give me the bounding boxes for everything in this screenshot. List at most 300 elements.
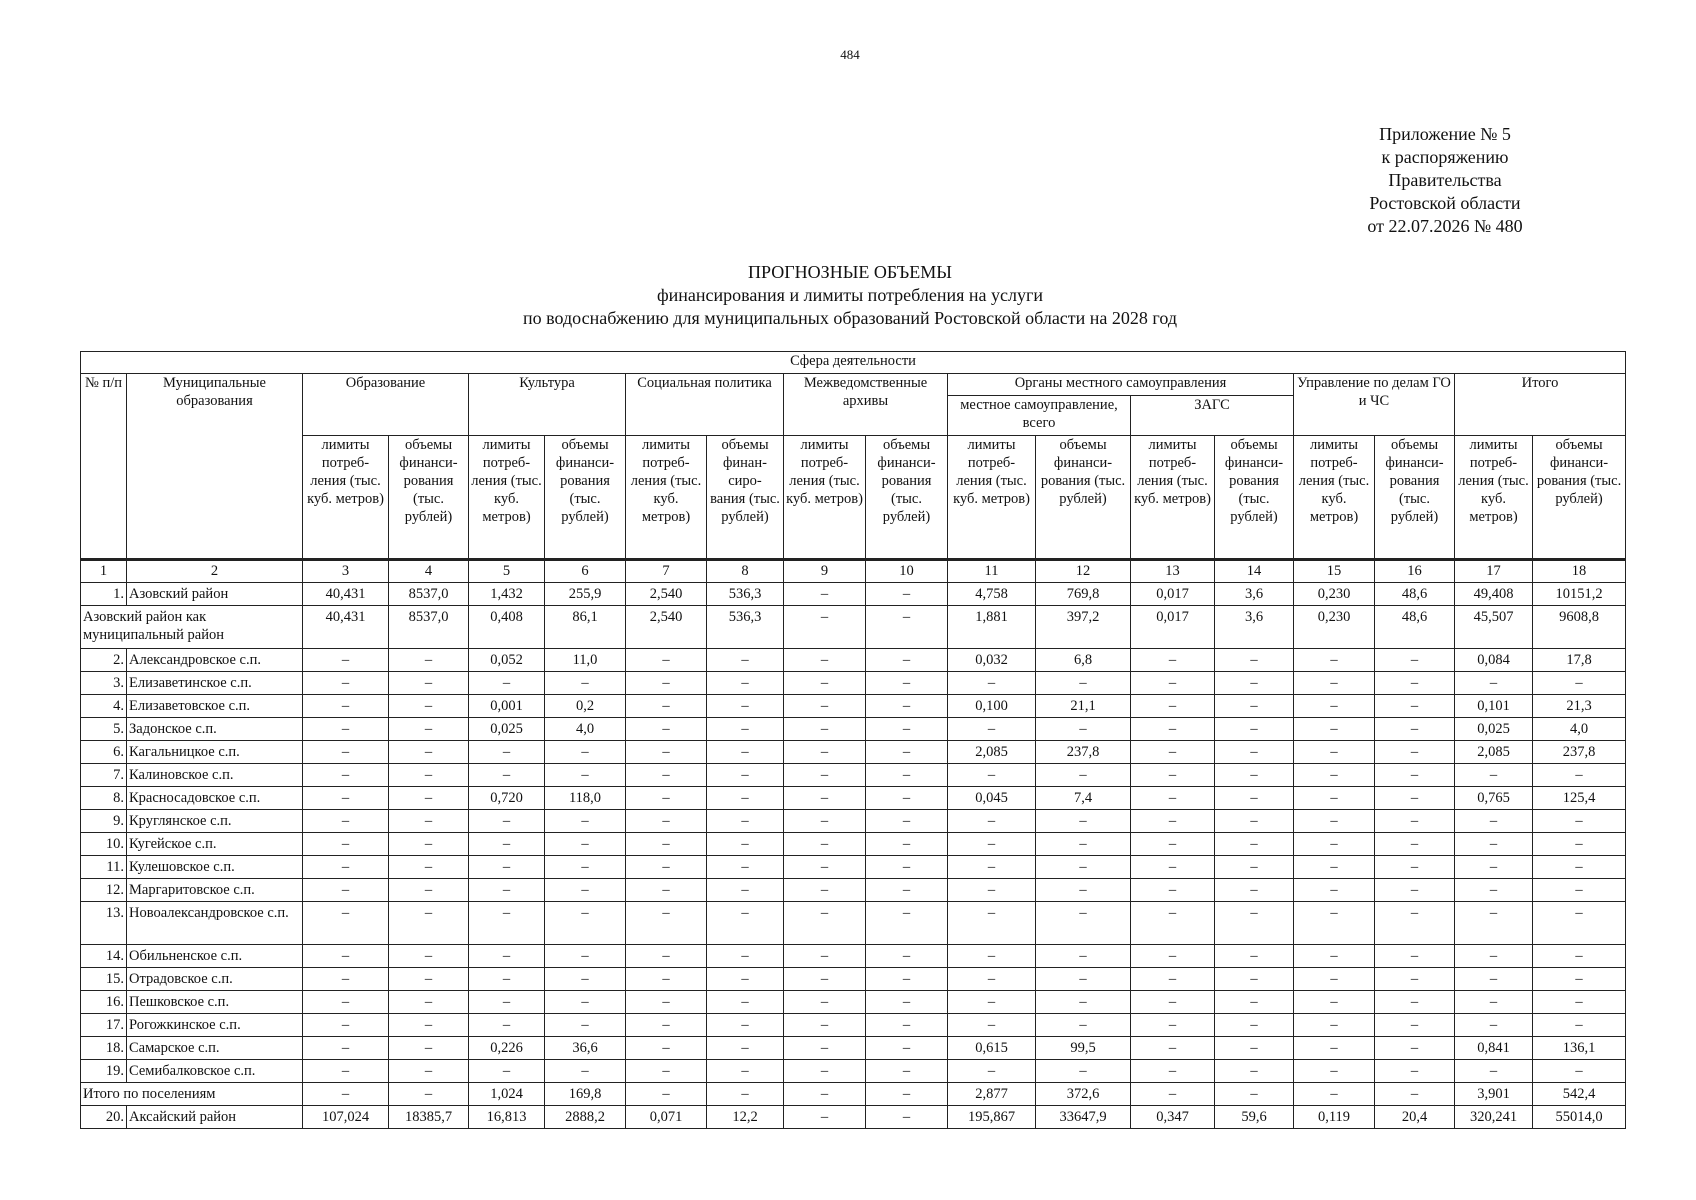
municipality-name: Красносадовское с.п. bbox=[127, 787, 303, 810]
value-cell: – bbox=[389, 787, 469, 810]
value-cell: – bbox=[1131, 856, 1215, 879]
value-cell: – bbox=[866, 879, 948, 902]
row-number: 19. bbox=[81, 1060, 127, 1083]
value-cell: – bbox=[1533, 672, 1626, 695]
value-cell: – bbox=[1533, 991, 1626, 1014]
value-cell: – bbox=[389, 649, 469, 672]
value-cell: – bbox=[1375, 968, 1455, 991]
value-cell: – bbox=[1533, 879, 1626, 902]
value-cell: – bbox=[948, 764, 1036, 787]
title-line-3: по водоснабжению для муниципальных образований Ростовской области на 2028 год bbox=[522, 308, 1177, 328]
value-cell: – bbox=[1294, 991, 1375, 1014]
subheader-funding: объемы финанси- рования (тыс. рублей) bbox=[1533, 436, 1626, 560]
value-cell: – bbox=[1375, 718, 1455, 741]
value-cell: 40,431 bbox=[303, 606, 389, 649]
value-cell: – bbox=[707, 1060, 784, 1083]
value-cell: 397,2 bbox=[1036, 606, 1131, 649]
page-number: 484 bbox=[840, 47, 860, 62]
value-cell: 536,3 bbox=[707, 583, 784, 606]
row-number: 9. bbox=[81, 810, 127, 833]
value-cell: – bbox=[707, 1037, 784, 1060]
value-cell: – bbox=[303, 672, 389, 695]
value-cell: – bbox=[1215, 1083, 1294, 1106]
water-supply-table bbox=[80, 351, 1626, 1129]
subheader-limits: лимиты потреб- ления (тыс. куб. метров) bbox=[948, 436, 1036, 560]
value-cell: – bbox=[1455, 810, 1533, 833]
subheader-funding: объемы финанси- рования (тыс. рублей) bbox=[545, 436, 626, 560]
municipality-name: Кулешовское с.п. bbox=[127, 856, 303, 879]
value-cell: – bbox=[389, 902, 469, 945]
subheader-limits: лимиты потреб- ления (тыс. куб. метров) bbox=[1455, 436, 1533, 560]
header-archives: Межведомственные архивы bbox=[784, 374, 948, 436]
value-cell: – bbox=[303, 787, 389, 810]
value-cell: 0,017 bbox=[1131, 606, 1215, 649]
value-cell: – bbox=[866, 787, 948, 810]
value-cell: 2,540 bbox=[626, 606, 707, 649]
value-cell: – bbox=[469, 879, 545, 902]
column-number: 3 bbox=[303, 560, 389, 583]
value-cell: – bbox=[1036, 1060, 1131, 1083]
value-cell: – bbox=[1375, 833, 1455, 856]
value-cell: – bbox=[1036, 991, 1131, 1014]
value-cell: – bbox=[948, 879, 1036, 902]
subheader-limits: лимиты потреб- ления (тыс. куб. метров) bbox=[469, 436, 545, 560]
value-cell: – bbox=[784, 879, 866, 902]
value-cell: 45,507 bbox=[1455, 606, 1533, 649]
value-cell: 320,241 bbox=[1455, 1106, 1533, 1129]
value-cell: – bbox=[545, 1060, 626, 1083]
value-cell: – bbox=[389, 695, 469, 718]
row-number: 5. bbox=[81, 718, 127, 741]
table-row bbox=[81, 902, 1626, 945]
appendix-block bbox=[1340, 123, 1550, 238]
value-cell: 0,408 bbox=[469, 606, 545, 649]
value-cell: – bbox=[866, 1060, 948, 1083]
column-number: 16 bbox=[1375, 560, 1455, 583]
value-cell: – bbox=[303, 856, 389, 879]
value-cell: – bbox=[1131, 649, 1215, 672]
value-cell: 0,025 bbox=[469, 718, 545, 741]
value-cell: – bbox=[1294, 787, 1375, 810]
title-line-2: финансирования и лимиты потребления на услуги bbox=[656, 285, 1043, 305]
value-cell: – bbox=[1294, 649, 1375, 672]
value-cell: – bbox=[626, 1060, 707, 1083]
value-cell: – bbox=[948, 1060, 1036, 1083]
column-number: 4 bbox=[389, 560, 469, 583]
value-cell: – bbox=[1533, 945, 1626, 968]
column-number: 8 bbox=[707, 560, 784, 583]
value-cell: – bbox=[1131, 1060, 1215, 1083]
value-cell: 18385,7 bbox=[389, 1106, 469, 1129]
value-cell: 542,4 bbox=[1533, 1083, 1626, 1106]
value-cell: – bbox=[1215, 879, 1294, 902]
value-cell: – bbox=[626, 968, 707, 991]
value-cell: – bbox=[389, 718, 469, 741]
value-cell: – bbox=[1294, 718, 1375, 741]
value-cell: – bbox=[389, 945, 469, 968]
value-cell: – bbox=[784, 856, 866, 879]
table-body bbox=[81, 583, 1626, 1129]
value-cell: – bbox=[389, 856, 469, 879]
value-cell: – bbox=[1131, 902, 1215, 945]
subheader-funding: объемы финанси- рования (тыс. рублей) bbox=[866, 436, 948, 560]
value-cell: – bbox=[626, 695, 707, 718]
value-cell: – bbox=[1533, 968, 1626, 991]
value-cell: – bbox=[707, 902, 784, 945]
column-number: 5 bbox=[469, 560, 545, 583]
table-row bbox=[81, 879, 1626, 902]
value-cell: 59,6 bbox=[1215, 1106, 1294, 1129]
value-cell: – bbox=[545, 672, 626, 695]
value-cell: 0,025 bbox=[1455, 718, 1533, 741]
value-cell: – bbox=[469, 902, 545, 945]
value-cell: – bbox=[1455, 1060, 1533, 1083]
column-number: 6 bbox=[545, 560, 626, 583]
value-cell: – bbox=[626, 741, 707, 764]
subheader-limits: лимиты потреб- ления (тыс. куб. метров) bbox=[1294, 436, 1375, 560]
value-cell: 1,432 bbox=[469, 583, 545, 606]
value-cell: – bbox=[1131, 1037, 1215, 1060]
value-cell: – bbox=[948, 1014, 1036, 1037]
value-cell: – bbox=[1215, 764, 1294, 787]
row-number: 17. bbox=[81, 1014, 127, 1037]
value-cell: – bbox=[784, 764, 866, 787]
value-cell: – bbox=[1215, 902, 1294, 945]
subheader-limits: лимиты потреб- ления (тыс. куб. метров) bbox=[303, 436, 389, 560]
value-cell: – bbox=[1036, 945, 1131, 968]
value-cell: 21,1 bbox=[1036, 695, 1131, 718]
value-cell: 0,615 bbox=[948, 1037, 1036, 1060]
value-cell: – bbox=[303, 1060, 389, 1083]
value-cell: – bbox=[1294, 856, 1375, 879]
value-cell: – bbox=[469, 810, 545, 833]
value-cell: – bbox=[1533, 833, 1626, 856]
table-row bbox=[81, 991, 1626, 1014]
value-cell: – bbox=[389, 810, 469, 833]
value-cell: – bbox=[626, 991, 707, 1014]
value-cell: – bbox=[626, 856, 707, 879]
value-cell: – bbox=[1215, 695, 1294, 718]
value-cell: – bbox=[469, 833, 545, 856]
value-cell: – bbox=[1455, 856, 1533, 879]
value-cell: – bbox=[1036, 1014, 1131, 1037]
table-row bbox=[81, 764, 1626, 787]
value-cell: – bbox=[784, 649, 866, 672]
value-cell: – bbox=[545, 968, 626, 991]
value-cell: – bbox=[1294, 1037, 1375, 1060]
municipality-name: Обильненское с.п. bbox=[127, 945, 303, 968]
value-cell: – bbox=[784, 833, 866, 856]
value-cell: – bbox=[303, 649, 389, 672]
value-cell: – bbox=[1294, 695, 1375, 718]
value-cell: – bbox=[866, 991, 948, 1014]
value-cell: 17,8 bbox=[1533, 649, 1626, 672]
value-cell: – bbox=[303, 810, 389, 833]
value-cell: – bbox=[303, 1014, 389, 1037]
value-cell: – bbox=[784, 968, 866, 991]
value-cell: – bbox=[1131, 833, 1215, 856]
municipality-name: Пешковское с.п. bbox=[127, 991, 303, 1014]
value-cell: – bbox=[784, 695, 866, 718]
municipality-name: Калиновское с.п. bbox=[127, 764, 303, 787]
value-cell: – bbox=[1455, 833, 1533, 856]
value-cell: – bbox=[303, 695, 389, 718]
value-cell: – bbox=[866, 1083, 948, 1106]
value-cell: 2,085 bbox=[1455, 741, 1533, 764]
value-cell: – bbox=[1294, 764, 1375, 787]
value-cell: – bbox=[948, 945, 1036, 968]
value-cell: – bbox=[1131, 741, 1215, 764]
municipality-name: Кугейское с.п. bbox=[127, 833, 303, 856]
value-cell: – bbox=[1294, 902, 1375, 945]
table-row bbox=[81, 833, 1626, 856]
value-cell: – bbox=[1215, 833, 1294, 856]
value-cell: – bbox=[784, 945, 866, 968]
value-cell: – bbox=[545, 991, 626, 1014]
value-cell: 0,100 bbox=[948, 695, 1036, 718]
value-cell: – bbox=[1375, 764, 1455, 787]
value-cell: – bbox=[545, 1014, 626, 1037]
header-total: Итого bbox=[1455, 374, 1626, 436]
value-cell: – bbox=[1215, 787, 1294, 810]
value-cell: – bbox=[707, 695, 784, 718]
value-cell: 125,4 bbox=[1533, 787, 1626, 810]
value-cell: – bbox=[469, 945, 545, 968]
value-cell: – bbox=[707, 1014, 784, 1037]
table-row bbox=[81, 672, 1626, 695]
municipality-name: Новоалександровское с.п. bbox=[127, 902, 303, 945]
value-cell: – bbox=[784, 672, 866, 695]
value-cell: – bbox=[948, 902, 1036, 945]
value-cell: – bbox=[1375, 1014, 1455, 1037]
value-cell: – bbox=[1375, 649, 1455, 672]
value-cell: – bbox=[1036, 879, 1131, 902]
value-cell: – bbox=[389, 672, 469, 695]
value-cell: – bbox=[1294, 1060, 1375, 1083]
value-cell: 0,045 bbox=[948, 787, 1036, 810]
title-line-1: ПРОГНОЗНЫЕ ОБЪЕМЫ bbox=[748, 262, 952, 282]
value-cell: 40,431 bbox=[303, 583, 389, 606]
value-cell: 0,765 bbox=[1455, 787, 1533, 810]
value-cell: – bbox=[1215, 856, 1294, 879]
value-cell: – bbox=[303, 764, 389, 787]
municipality-name: Маргаритовское с.п. bbox=[127, 879, 303, 902]
value-cell: – bbox=[1375, 787, 1455, 810]
table-row bbox=[81, 945, 1626, 968]
value-cell: – bbox=[1131, 810, 1215, 833]
value-cell: 3,6 bbox=[1215, 606, 1294, 649]
value-cell: – bbox=[784, 583, 866, 606]
value-cell: – bbox=[1215, 991, 1294, 1014]
value-cell: – bbox=[303, 902, 389, 945]
header-sphere: Сфера деятельности bbox=[81, 352, 1626, 374]
value-cell: – bbox=[866, 764, 948, 787]
column-number: 18 bbox=[1533, 560, 1626, 583]
value-cell: 237,8 bbox=[1036, 741, 1131, 764]
value-cell: 536,3 bbox=[707, 606, 784, 649]
value-cell: – bbox=[866, 672, 948, 695]
value-cell: – bbox=[303, 879, 389, 902]
value-cell: – bbox=[626, 1083, 707, 1106]
subheader-funding: объемы финан- сиро- вания (тыс. рублей) bbox=[707, 436, 784, 560]
value-cell: 8537,0 bbox=[389, 606, 469, 649]
value-cell: – bbox=[1131, 718, 1215, 741]
municipality-name: Азовский район bbox=[127, 583, 303, 606]
municipality-name: Семибалковское с.п. bbox=[127, 1060, 303, 1083]
value-cell: – bbox=[784, 787, 866, 810]
table-header bbox=[81, 352, 1626, 583]
header-local-total: местное самоуправление, всего bbox=[948, 396, 1131, 436]
appendix-line: Ростовской области bbox=[1369, 193, 1521, 213]
value-cell: – bbox=[626, 833, 707, 856]
value-cell: 9608,8 bbox=[1533, 606, 1626, 649]
value-cell: 0,226 bbox=[469, 1037, 545, 1060]
value-cell: 4,0 bbox=[1533, 718, 1626, 741]
value-cell: – bbox=[1294, 879, 1375, 902]
table-row bbox=[81, 787, 1626, 810]
row-number: 15. bbox=[81, 968, 127, 991]
subheader-funding: объемы финанси- рования (тыс. рублей) bbox=[1215, 436, 1294, 560]
value-cell: – bbox=[1131, 968, 1215, 991]
value-cell: 0,001 bbox=[469, 695, 545, 718]
table-row bbox=[81, 968, 1626, 991]
value-cell: – bbox=[626, 1014, 707, 1037]
municipality-name: Отрадовское с.п. bbox=[127, 968, 303, 991]
value-cell: – bbox=[1294, 1083, 1375, 1106]
document-title bbox=[0, 261, 1696, 330]
row-number: 7. bbox=[81, 764, 127, 787]
table-row bbox=[81, 583, 1626, 606]
value-cell: – bbox=[1375, 1037, 1455, 1060]
column-number: 12 bbox=[1036, 560, 1131, 583]
value-cell: – bbox=[389, 833, 469, 856]
value-cell: – bbox=[784, 1106, 866, 1129]
column-number: 10 bbox=[866, 560, 948, 583]
appendix-line: Правительства bbox=[1388, 170, 1502, 190]
value-cell: – bbox=[866, 583, 948, 606]
value-cell: – bbox=[866, 968, 948, 991]
value-cell: 1,881 bbox=[948, 606, 1036, 649]
value-cell: 33647,9 bbox=[1036, 1106, 1131, 1129]
value-cell: 7,4 bbox=[1036, 787, 1131, 810]
value-cell: – bbox=[303, 833, 389, 856]
value-cell: – bbox=[1455, 764, 1533, 787]
value-cell: – bbox=[1533, 1014, 1626, 1037]
value-cell: – bbox=[1533, 856, 1626, 879]
value-cell: – bbox=[948, 991, 1036, 1014]
subheader-funding: объемы финанси- рования (тыс. рублей) bbox=[1036, 436, 1131, 560]
value-cell: 2888,2 bbox=[545, 1106, 626, 1129]
value-cell: – bbox=[1215, 718, 1294, 741]
value-cell: – bbox=[948, 856, 1036, 879]
value-cell: – bbox=[1036, 968, 1131, 991]
value-cell: – bbox=[784, 902, 866, 945]
value-cell: 195,867 bbox=[948, 1106, 1036, 1129]
value-cell: – bbox=[626, 718, 707, 741]
value-cell: – bbox=[707, 649, 784, 672]
value-cell: – bbox=[303, 991, 389, 1014]
value-cell: 118,0 bbox=[545, 787, 626, 810]
value-cell: – bbox=[469, 672, 545, 695]
value-cell: 4,0 bbox=[545, 718, 626, 741]
value-cell: – bbox=[469, 764, 545, 787]
value-cell: – bbox=[707, 1083, 784, 1106]
value-cell: – bbox=[866, 1106, 948, 1129]
value-cell: 1,024 bbox=[469, 1083, 545, 1106]
value-cell: – bbox=[389, 1060, 469, 1083]
value-cell: – bbox=[1294, 833, 1375, 856]
table-row bbox=[81, 606, 1626, 649]
value-cell: – bbox=[948, 718, 1036, 741]
value-cell: 21,3 bbox=[1533, 695, 1626, 718]
value-cell: 107,024 bbox=[303, 1106, 389, 1129]
table-row bbox=[81, 649, 1626, 672]
value-cell: 0,230 bbox=[1294, 606, 1375, 649]
value-cell: – bbox=[1375, 991, 1455, 1014]
value-cell: 0,071 bbox=[626, 1106, 707, 1129]
value-cell: – bbox=[1215, 741, 1294, 764]
value-cell: – bbox=[707, 718, 784, 741]
value-cell: – bbox=[469, 741, 545, 764]
value-cell: 0,119 bbox=[1294, 1106, 1375, 1129]
value-cell: – bbox=[1215, 649, 1294, 672]
value-cell: – bbox=[1131, 764, 1215, 787]
value-cell: – bbox=[545, 879, 626, 902]
value-cell: – bbox=[303, 1037, 389, 1060]
value-cell: – bbox=[1533, 902, 1626, 945]
table-row bbox=[81, 856, 1626, 879]
value-cell: – bbox=[707, 810, 784, 833]
table-row bbox=[81, 1083, 1626, 1106]
value-cell: – bbox=[707, 991, 784, 1014]
value-cell: – bbox=[866, 810, 948, 833]
value-cell: 255,9 bbox=[545, 583, 626, 606]
subheader-funding: объемы финанси- рования (тыс. рублей) bbox=[1375, 436, 1455, 560]
value-cell: 0,2 bbox=[545, 695, 626, 718]
value-cell: – bbox=[1215, 1014, 1294, 1037]
value-cell: – bbox=[866, 649, 948, 672]
row-number: 16. bbox=[81, 991, 127, 1014]
value-cell: – bbox=[545, 833, 626, 856]
value-cell: – bbox=[784, 741, 866, 764]
value-cell: – bbox=[707, 833, 784, 856]
value-cell: – bbox=[1036, 833, 1131, 856]
value-cell: – bbox=[1131, 945, 1215, 968]
value-cell: – bbox=[866, 945, 948, 968]
value-cell: 99,5 bbox=[1036, 1037, 1131, 1060]
value-cell: – bbox=[707, 968, 784, 991]
value-cell: 0,052 bbox=[469, 649, 545, 672]
header-local-gov: Органы местного самоуправления bbox=[948, 374, 1294, 396]
appendix-line: Приложение № 5 bbox=[1379, 124, 1511, 144]
value-cell: – bbox=[784, 1060, 866, 1083]
value-cell: 49,408 bbox=[1455, 583, 1533, 606]
column-number: 11 bbox=[948, 560, 1036, 583]
value-cell: – bbox=[545, 902, 626, 945]
value-cell: – bbox=[389, 1037, 469, 1060]
value-cell: – bbox=[784, 1014, 866, 1037]
value-cell: – bbox=[1375, 879, 1455, 902]
value-cell: – bbox=[469, 856, 545, 879]
value-cell: 237,8 bbox=[1533, 741, 1626, 764]
municipality-name: Рогожкинское с.п. bbox=[127, 1014, 303, 1037]
value-cell: 0,101 bbox=[1455, 695, 1533, 718]
row-number: 10. bbox=[81, 833, 127, 856]
value-cell: – bbox=[389, 991, 469, 1014]
value-cell: – bbox=[1375, 741, 1455, 764]
column-number: 1 bbox=[81, 560, 127, 583]
value-cell: – bbox=[1375, 945, 1455, 968]
